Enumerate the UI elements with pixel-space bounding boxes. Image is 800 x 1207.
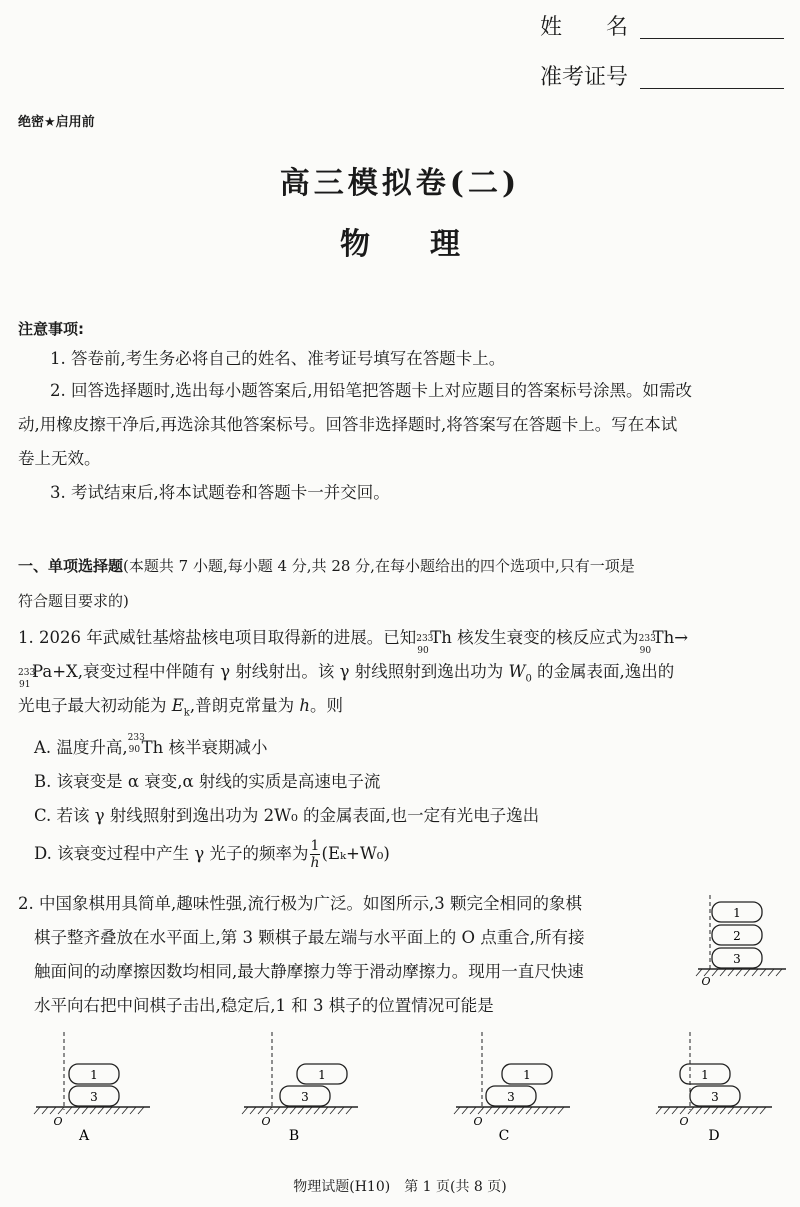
subject-title: 物 理 bbox=[340, 227, 460, 262]
q1-line-3: 光电子最大初动能为 $E_k$,普朗克常量为 h。则 bbox=[18, 696, 343, 719]
svg-text:D: D bbox=[708, 1128, 720, 1144]
pa-nuclide: 233 91 bbox=[18, 668, 36, 690]
chess-piece-1 bbox=[712, 902, 762, 922]
svg-text:1: 1 bbox=[318, 1068, 326, 1082]
chess-piece-3 bbox=[712, 948, 762, 968]
svg-text:A: A bbox=[78, 1128, 90, 1144]
q1-option-c[interactable]: C. 若该 γ 射线照射到逸出功为 2W₀ 的金属表面,也一定有光电子逸出 bbox=[34, 806, 540, 825]
q1-line-2: 233 91 Pa+X,衰变过程中伴随有 γ 射线射出。该 γ 射线照射到逸出功为 $W_0$ 的金属表面,逸出的 bbox=[18, 662, 675, 690]
notes-heading: 注意事项: bbox=[18, 320, 84, 338]
q1-line-1: 1. 2026 年武威钍基熔盐核电项目取得新的进展。已知 233 90 Th 核发生衰变的核反应式为 233 90 Th→ bbox=[18, 628, 689, 656]
section-desc-cont: 符合题目要求的) bbox=[18, 592, 129, 610]
svg-text:O: O bbox=[53, 1115, 63, 1128]
svg-text:O: O bbox=[701, 975, 711, 988]
svg-text:1: 1 bbox=[733, 906, 741, 920]
note-item-1: 1. 答卷前,考生务必将自己的姓名、准考证号填写在答题卡上。 bbox=[50, 349, 506, 368]
th-nuclide: 233 90 bbox=[127, 733, 145, 755]
q2-line-2: 棋子整齐叠放在水平面上,第 3 颗棋子最左端与水平面上的 O 点重合,所有接 bbox=[34, 928, 585, 947]
svg-text:1: 1 bbox=[701, 1068, 709, 1082]
q2-line-4: 水平向右把中间棋子击出,稳定后,1 和 3 棋子的位置情况可能是 bbox=[34, 996, 494, 1015]
q2-main-figure bbox=[690, 890, 790, 990]
note-item-2: 2. 回答选择题时,选出每小题答案后,用铅笔把答题卡上对应题目的答案标号涂黑。如需改 bbox=[50, 381, 692, 400]
fraction: $\frac{1}{h}$ bbox=[310, 838, 320, 871]
svg-text:3: 3 bbox=[301, 1090, 309, 1104]
th-nuclide: 233 90 bbox=[638, 634, 656, 656]
exam-id-field[interactable] bbox=[640, 88, 784, 89]
page-footer: 物理试题(H10) 第 1 页(共 8 页) bbox=[293, 1179, 507, 1195]
q2-option-b-figure[interactable] bbox=[240, 1030, 360, 1145]
svg-text:3: 3 bbox=[733, 952, 741, 966]
svg-text:1: 1 bbox=[90, 1068, 98, 1082]
q1-option-a[interactable]: A. 温度升高, 233 90 Th 核半衰期减小 bbox=[34, 733, 268, 757]
page-title: 高三模拟卷(二) bbox=[279, 166, 521, 201]
note-item-2-cont: 动,用橡皮擦干净后,再选涂其他答案标号。回答非选择题时,将答案写在答题卡上。写在本试 bbox=[18, 415, 678, 434]
svg-text:1: 1 bbox=[523, 1068, 531, 1082]
q2-option-c-figure[interactable] bbox=[452, 1030, 572, 1145]
svg-text:2: 2 bbox=[733, 929, 741, 943]
q1-option-d[interactable]: D. 该衰变过程中产生 γ 光子的频率为 $\frac{1}{h}$ (Eₖ+W₀) bbox=[34, 838, 390, 871]
svg-text:3: 3 bbox=[711, 1090, 719, 1104]
svg-text:O: O bbox=[261, 1115, 271, 1128]
svg-text:3: 3 bbox=[90, 1090, 98, 1104]
svg-text:C: C bbox=[498, 1128, 510, 1144]
note-item-3: 3. 考试结束后,将本试题卷和答题卡一并交回。 bbox=[50, 483, 390, 502]
section-heading bbox=[18, 550, 635, 582]
section-title: 一、单项选择题 bbox=[18, 557, 124, 575]
q2-option-a-figure[interactable] bbox=[32, 1030, 152, 1145]
name-field[interactable] bbox=[640, 38, 784, 39]
th-nuclide: 233 90 bbox=[416, 634, 434, 656]
note-item-2-end: 卷上无效。 bbox=[18, 449, 101, 468]
q1-option-b[interactable]: B. 该衰变是 α 衰变,α 射线的实质是高速电子流 bbox=[34, 772, 381, 791]
secret-label: 绝密★启用前 bbox=[18, 115, 95, 130]
svg-text:O: O bbox=[473, 1115, 483, 1128]
exam-id-label: 准考证号 bbox=[540, 65, 629, 90]
name-label: 姓 名 bbox=[540, 15, 629, 40]
q2-option-d-figure[interactable] bbox=[654, 1030, 774, 1145]
svg-text:B: B bbox=[288, 1128, 300, 1144]
q2-line-1: 2. 中国象棋用具简单,趣味性强,流行极为广泛。如图所示,3 颗完全相同的象棋 bbox=[18, 894, 582, 913]
section-desc: (本题共 7 小题,每小题 4 分,共 28 分,在每小题给出的四个选项中,只有一项是 bbox=[123, 557, 635, 575]
q2-line-3: 触面间的动摩擦因数均相同,最大静摩擦力等于滑动摩擦力。现用一直尺快速 bbox=[34, 962, 584, 981]
chess-piece-2 bbox=[712, 925, 762, 945]
svg-text:3: 3 bbox=[507, 1090, 515, 1104]
svg-text:O: O bbox=[679, 1115, 689, 1128]
